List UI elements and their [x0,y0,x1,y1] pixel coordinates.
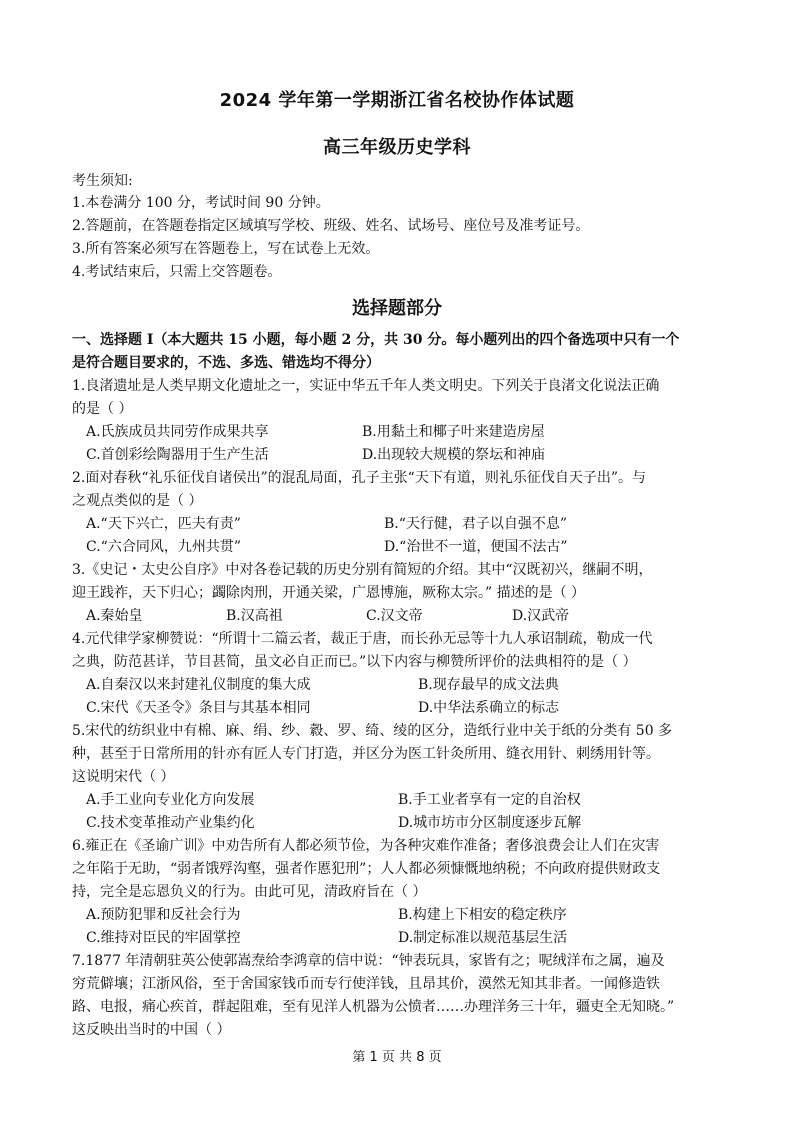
question-5-option-b: B.手工业者享有一定的自治权 [398,792,581,808]
section-title: 选择题部分 [352,298,442,319]
question-7-stem: 这反映出当时的中国（ ） [72,1022,231,1038]
question-5-stem: 5.宋代的纺织业中有棉、麻、绢、纱、縠、罗、绮、绫的区分，造纸行业中关于纸的分类有 50 多 [72,723,673,739]
question-1-stem: 的是（ ） [72,401,133,417]
question-6-option-a: A.预防犯罪和反社会行为 [86,907,241,923]
notice-item: 1.本卷满分 100 分，考试时间 90 分钟。 [72,195,330,211]
question-6-option-b: B.构建上下相安的稳定秩序 [398,907,567,923]
notice-heading: 考生须知: [72,173,133,189]
question-6-stem: 之年陷于无助，“弱者饿殍沟壑，强者作慝犯刑”；人人都必须慷慨地纳税；不向政府提供财政支 [72,861,661,877]
question-5-option-a: A.手工业向专业化方向发展 [86,792,255,808]
question-3-option-a: A.秦始皇 [86,608,143,624]
exam-title: 2024 学年第一学期浙江省名校协作体试题 [219,90,575,111]
question-1-option-b: B.用黏土和椰子叶来建造房屋 [362,424,545,440]
notice-item: 3.所有答案必须写在答题卷上，写在试卷上无效。 [72,241,380,257]
question-1-option-c: C.首创彩绘陶器用于生产生活 [86,447,269,463]
question-3-option-d: D.汉武帝 [512,608,570,624]
notice-item: 4.考试结束后，只需上交答题卷。 [72,264,282,280]
question-7-stem: 7.1877 年清朝驻英公使郭嵩焘给李鸿章的信中说：“钟表玩具，家皆有之；呢绒洋布之属，遍及 [72,953,665,969]
section-intro: 是符合题目要求的，不选、多选、错选均不得分） [72,355,380,371]
question-5-option-d: D.城市坊市分区制度逐步瓦解 [398,815,582,831]
question-5-option-c: C.技术变革推动产业集约化 [86,815,255,831]
question-2-option-a: A.“天下兴亡，匹夫有责” [86,516,241,532]
question-7-stem: 穷荒僻壤；江浙风俗，至于舍国家钱币而专行使洋钱，且昂其价，漠然无知其非者。一闻修造铁 [72,976,660,992]
question-2-stem: 2.面对春秋“礼乐征伐自诸侯出”的混乱局面，孔子主张“天下有道，则礼乐征伐自天子出”。与 [72,470,646,486]
question-1-stem: 1.良渚遗址是人类早期文化遗址之一，实证中华五千年人类文明史。下列关于良渚文化说法正确 [72,378,660,394]
question-4-option-a: A.自秦汉以来封建礼仪制度的集大成 [86,677,311,693]
question-4-option-d: D.中华法系确立的标志 [418,700,560,716]
question-4-option-c: C.宋代《天圣令》条目与其基本相同 [86,700,311,716]
notice-item: 2.答题前，在答题卷指定区域填写学校、班级、姓名、试场号、座位号及准考证号。 [72,218,590,234]
question-1-option-a: A.氏族成员共同劳作成果共享 [86,424,269,440]
question-6-option-c: C.维持对臣民的牢固掌控 [86,930,241,946]
question-2-stem: 之观点类似的是（ ） [72,493,203,509]
question-6-stem: 持，完全是忘恩负义的行为。由此可见，清政府旨在（ ） [72,884,427,900]
question-6-stem: 6.雍正在《圣谕广训》中劝告所有人都必须节俭，为各种灾难作准备；奢侈浪费会让人们在灾害 [72,838,660,854]
page-footer: 第 1 页 共 8 页 [352,1050,442,1065]
question-4-stem: 之典，防范甚详，节目甚简，虽文必自正而已。”以下内容与柳赞所评价的法典相符的是（ ） [72,654,637,670]
question-3-stem: 3.《史记・太史公自序》中对各卷记载的历史分别有简短的介绍。其中“汉既初兴，继嗣不明， [72,562,653,578]
question-2-option-d: D.“治世不一道，便国不法古” [384,539,568,555]
question-5-stem: 这说明宋代（ ） [72,769,175,785]
question-1-option-d: D.出现较大规模的祭坛和神庙 [362,447,546,463]
question-3-option-b: B.汉高祖 [226,608,283,624]
question-2-option-b: B.“天行健，君子以自强不息” [384,516,568,532]
section-intro: 一、选择题 Ⅰ（本大题共 15 小题，每小题 2 分，共 30 分。每小题列出的四个备选项中只有一个 [72,332,680,348]
question-5-stem: 种，甚至于日常所用的针亦有匠人专门打造，并区分为医工针灸所用、缝衣用针、刺绣用针等。 [72,746,660,762]
question-2-option-c: C.“六合同风，九州共贯” [86,539,241,555]
question-3-stem: 迎王践祚，天下归心；蠲除肉刑，开通关梁，广恩博施，厥称太宗。” 描述的是（ ） [72,585,586,601]
question-4-stem: 4.元代律学家柳赞说：“所谓十二篇云者，裁正于唐，而长孙无忌等十九人承诏制疏，勒成一代 [72,631,653,647]
question-6-option-d: D.制定标准以规范基层生活 [398,930,568,946]
question-3-option-c: C.汉文帝 [366,608,423,624]
exam-subtitle: 高三年级历史学科 [323,137,471,158]
question-4-option-b: B.现存最早的成文法典 [418,677,559,693]
question-7-stem: 路、电报，痛心疾首，群起阻难，至有见洋人机器为公愤者……办理洋务三十年，疆吏全无知晓。” [72,999,675,1015]
